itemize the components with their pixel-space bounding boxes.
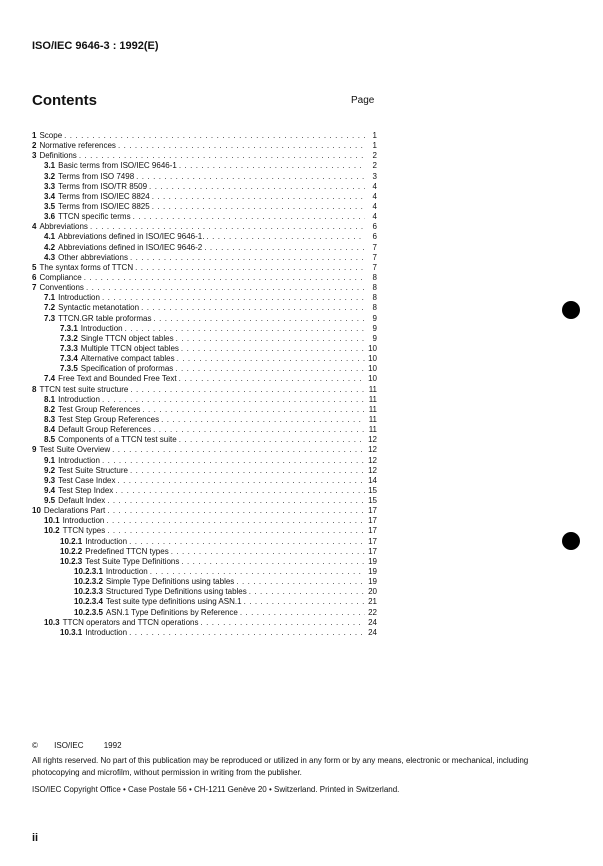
toc-entry-number: 7.3.5 xyxy=(60,364,78,374)
toc-entry-title: Basic terms from ISO/IEC 9646-1 xyxy=(58,161,177,171)
dot-leader xyxy=(133,212,365,222)
dot-leader xyxy=(249,587,365,597)
toc-entry-number: 10.2 xyxy=(44,526,60,536)
toc-entry xyxy=(32,577,377,587)
toc-entry-title: TTCN test suite structure xyxy=(39,384,129,394)
toc-entry-number: 7.3.2 xyxy=(60,333,78,343)
toc-entry-title: Single TTCN object tables xyxy=(80,333,174,343)
dot-leader xyxy=(206,232,365,242)
toc-entry-page: 11 xyxy=(368,414,377,424)
toc-entry-page: 2 xyxy=(372,151,377,161)
dot-leader xyxy=(64,131,365,141)
toc-entry-number: 4 xyxy=(32,222,37,232)
toc-entry-number: 5 xyxy=(32,262,37,272)
copyright-line xyxy=(32,741,122,750)
toc-entry-number: 9.4 xyxy=(44,485,56,495)
toc-entry xyxy=(32,415,377,425)
dot-leader xyxy=(181,557,365,567)
toc-entry-page: 17 xyxy=(368,516,377,526)
toc-entry xyxy=(32,435,377,445)
rights-statement: All rights reserved. No part of this publication may be reproduced or utilized in any form or by any means, electronic or mechanical, including photocopying and microfilm, without permission in writing from the publisher. xyxy=(32,756,529,777)
toc-entry-page: 4 xyxy=(372,181,377,191)
toc-entry-page: 19 xyxy=(368,577,377,587)
dot-leader xyxy=(204,243,365,253)
dot-leader xyxy=(149,182,365,192)
copyright-year: 1992 xyxy=(103,741,122,750)
toc-entry-page: 19 xyxy=(368,556,377,566)
toc-entry-page: 17 xyxy=(368,536,377,546)
toc-entry-number: 7.3.3 xyxy=(60,343,78,353)
toc-entry xyxy=(32,172,377,182)
dot-leader xyxy=(142,405,365,415)
toc-entry-number: 10.2.3.2 xyxy=(74,577,103,587)
toc-entry-number: 8 xyxy=(32,384,37,394)
dot-leader xyxy=(152,202,365,212)
dot-leader xyxy=(179,374,365,384)
toc-entry-title: Normative references xyxy=(39,141,116,151)
toc-entry xyxy=(32,476,377,486)
toc-entry-page: 6 xyxy=(372,222,377,232)
toc-entry-page: 12 xyxy=(368,455,377,465)
toc-entry-page: 3 xyxy=(372,171,377,181)
toc-entry-page: 1 xyxy=(372,131,377,140)
dot-leader xyxy=(102,395,365,405)
toc-entry-page: 20 xyxy=(368,587,377,597)
toc-entry-number: 10.1 xyxy=(44,516,60,526)
toc-entry-number: 10.3 xyxy=(44,617,60,627)
toc-entry xyxy=(32,547,377,557)
toc-entry-page: 11 xyxy=(368,384,377,394)
toc-entry-title: Definitions xyxy=(39,151,77,161)
toc-entry xyxy=(32,597,377,607)
toc-entry xyxy=(32,253,377,263)
toc-entry xyxy=(32,192,377,202)
toc-entry-title: Specification of proformas xyxy=(80,364,174,374)
toc-entry-title: Structured Type Definitions using tables xyxy=(105,587,247,597)
toc-entry-page: 8 xyxy=(372,293,377,303)
toc-entry xyxy=(32,232,377,242)
toc-entry-title: Introduction xyxy=(58,394,100,404)
toc-entry-number: 8.2 xyxy=(44,404,56,414)
toc-entry xyxy=(32,395,377,405)
toc-entry-page: 6 xyxy=(372,232,377,242)
toc-entry-title: Test Suite Overview xyxy=(39,445,111,455)
dot-leader xyxy=(129,537,365,547)
toc-entry-number: 10.2.3.5 xyxy=(74,607,103,617)
toc-entry xyxy=(32,456,377,466)
toc-entry-title: Test Suite Structure xyxy=(58,465,128,475)
toc-entry-page: 8 xyxy=(372,303,377,313)
toc-entry-number: 7 xyxy=(32,283,37,293)
toc-entry-page: 8 xyxy=(372,272,377,282)
toc-entry-title: Syntactic metanotation xyxy=(58,303,140,313)
toc-entry-page: 7 xyxy=(372,252,377,262)
dot-leader xyxy=(177,354,365,364)
copyright-office-address: ISO/IEC Copyright Office • Case Postale 56 • CH-1211 Genève 20 • Switzerland. Printed in Switzerland. xyxy=(32,785,400,794)
toc-entry xyxy=(32,526,377,536)
toc-entry-title: Abbreviations defined in ISO/IEC 9646-1. xyxy=(58,232,205,242)
toc-entry-number: 10.2.3.3 xyxy=(74,587,103,597)
toc-entry-title: Introduction xyxy=(58,455,100,465)
page-column-label: Page xyxy=(351,95,375,106)
toc-entry-number: 3.3 xyxy=(44,181,56,191)
toc-entry-number: 7.2 xyxy=(44,303,56,313)
toc-entry-number: 10.2.1 xyxy=(60,536,83,546)
document-reference: ISO/IEC 9646-3 : 1992(E) xyxy=(32,40,159,52)
dot-leader xyxy=(152,192,365,202)
toc-entry-number: 9.5 xyxy=(44,496,56,506)
toc-entry-title: Test Case Index xyxy=(58,475,116,485)
toc-entry xyxy=(32,618,377,628)
toc-entry-number: 8.5 xyxy=(44,435,56,445)
dot-leader xyxy=(115,486,365,496)
table-of-contents xyxy=(32,131,377,638)
dot-leader xyxy=(129,628,365,638)
toc-entry xyxy=(32,273,377,283)
toc-entry-number: 3.6 xyxy=(44,212,56,222)
toc-entry-page: 19 xyxy=(368,567,377,577)
toc-entry-number: 8.1 xyxy=(44,394,56,404)
dot-leader xyxy=(84,273,365,283)
toc-entry xyxy=(32,496,377,506)
toc-entry-number: 7.1 xyxy=(44,293,56,303)
toc-entry xyxy=(32,466,377,476)
toc-entry-page: 11 xyxy=(368,394,377,404)
toc-entry-title: Simple Type Definitions using tables xyxy=(105,577,235,587)
dot-leader xyxy=(130,253,365,263)
toc-entry-page: 21 xyxy=(368,597,377,607)
toc-entry-page: 15 xyxy=(368,485,377,495)
toc-entry-number: 3.1 xyxy=(44,161,56,171)
toc-entry-title: Test Suite Type Definitions xyxy=(85,556,180,566)
toc-entry-title: Declarations Part xyxy=(43,506,106,516)
toc-entry-title: Terms from ISO/IEC 8824 xyxy=(58,191,150,201)
toc-entry-page: 12 xyxy=(368,445,377,455)
toc-entry xyxy=(32,222,377,232)
toc-entry-title: TTCN types xyxy=(62,526,106,536)
toc-entry-title: Conventions xyxy=(39,283,84,293)
toc-entry-page: 4 xyxy=(372,191,377,201)
toc-entry-page: 17 xyxy=(368,526,377,536)
toc-entry-number: 9 xyxy=(32,445,37,455)
toc-entry-page: 9 xyxy=(372,333,377,343)
toc-entry xyxy=(32,567,377,577)
toc-entry xyxy=(32,405,377,415)
toc-entry-title: Other abbreviations xyxy=(58,252,128,262)
toc-entry-number: 3.5 xyxy=(44,201,56,211)
toc-entry-page: 9 xyxy=(372,313,377,323)
toc-entry xyxy=(32,486,377,496)
toc-entry-number: 7.3.1 xyxy=(60,323,78,333)
toc-entry xyxy=(32,628,377,638)
dot-leader xyxy=(141,303,365,313)
toc-entry-number: 10 xyxy=(32,506,41,516)
toc-entry-title: Test Step Index xyxy=(58,485,114,495)
toc-entry-page: 7 xyxy=(372,262,377,272)
dot-leader xyxy=(161,415,365,425)
toc-entry-title: Default Group References xyxy=(58,425,152,435)
dot-leader xyxy=(176,334,365,344)
toc-entry-number: 10.2.3.1 xyxy=(74,567,103,577)
toc-entry-page: 11 xyxy=(368,404,377,414)
toc-entry xyxy=(32,161,377,171)
dot-leader xyxy=(244,597,365,607)
toc-entry xyxy=(32,141,377,151)
toc-entry xyxy=(32,293,377,303)
toc-entry-title: Test suite type definitions using ASN.1 xyxy=(105,597,242,607)
dot-leader xyxy=(175,364,365,374)
dot-leader xyxy=(136,172,365,182)
dot-leader xyxy=(90,222,365,232)
toc-entry-page: 17 xyxy=(368,546,377,556)
toc-entry-page: 8 xyxy=(372,283,377,293)
toc-entry-number: 1 xyxy=(32,131,37,140)
dot-leader xyxy=(102,456,365,466)
dot-leader xyxy=(130,466,365,476)
toc-entry xyxy=(32,314,377,324)
dot-leader xyxy=(153,425,365,435)
toc-entry-page: 10 xyxy=(368,364,377,374)
toc-entry-title: Components of a TTCN test suite xyxy=(58,435,177,445)
toc-entry-number: 3.4 xyxy=(44,191,56,201)
toc-entry xyxy=(32,506,377,516)
toc-entry xyxy=(32,131,377,141)
dot-leader xyxy=(200,618,365,628)
toc-entry-title: Terms from ISO/IEC 8825 xyxy=(58,201,150,211)
toc-entry xyxy=(32,334,377,344)
toc-entry-number: 6 xyxy=(32,272,37,282)
dot-leader xyxy=(171,547,365,557)
contents-heading: Contents xyxy=(32,92,97,109)
toc-entry-title: ASN.1 Type Definitions by Reference xyxy=(105,607,238,617)
dot-leader xyxy=(107,526,365,536)
dot-leader xyxy=(179,161,365,171)
toc-entry-title: Default Index xyxy=(58,496,106,506)
toc-entry-page: 1 xyxy=(372,141,377,151)
toc-entry-page: 7 xyxy=(372,242,377,252)
toc-entry-number: 9.3 xyxy=(44,475,56,485)
dot-leader xyxy=(118,141,365,151)
toc-entry xyxy=(32,557,377,567)
toc-entry-title: Scope xyxy=(39,131,63,140)
dot-leader xyxy=(153,314,365,324)
toc-entry-page: 2 xyxy=(372,161,377,171)
toc-entry-number: 10.2.3.4 xyxy=(74,597,103,607)
toc-entry-title: Introduction xyxy=(80,323,123,333)
dot-leader xyxy=(181,344,365,354)
dot-leader xyxy=(125,324,365,334)
toc-entry-number: 4.3 xyxy=(44,252,56,262)
punch-hole-mark xyxy=(562,532,580,550)
toc-entry-page: 14 xyxy=(368,475,377,485)
toc-entry xyxy=(32,354,377,364)
toc-entry-page: 15 xyxy=(368,496,377,506)
toc-entry-page: 12 xyxy=(368,465,377,475)
toc-entry xyxy=(32,151,377,161)
toc-entry-title: Terms from ISO 7498 xyxy=(58,171,135,181)
toc-entry-page: 24 xyxy=(368,617,377,627)
toc-entry-title: TTCN specific terms xyxy=(58,212,131,222)
toc-entry-page: 22 xyxy=(368,607,377,617)
dot-leader xyxy=(112,445,365,455)
dot-leader xyxy=(79,151,365,161)
toc-entry-title: Alternative compact tables xyxy=(80,354,175,364)
toc-entry xyxy=(32,425,377,435)
toc-entry-number: 7.3.4 xyxy=(60,354,78,364)
toc-entry-title: Multiple TTCN object tables xyxy=(80,343,179,353)
toc-entry-page: 10 xyxy=(368,354,377,364)
toc-entry xyxy=(32,303,377,313)
toc-entry-page: 12 xyxy=(368,435,377,445)
toc-entry-page: 17 xyxy=(368,506,377,516)
toc-entry xyxy=(32,516,377,526)
toc-entry xyxy=(32,182,377,192)
toc-entry xyxy=(32,385,377,395)
toc-entry-number: 3 xyxy=(32,151,37,161)
toc-entry-number: 7.3 xyxy=(44,313,56,323)
toc-entry-number: 9.2 xyxy=(44,465,56,475)
toc-entry-title: Abbreviations xyxy=(39,222,88,232)
dot-leader xyxy=(107,506,365,516)
copyright-symbol: © xyxy=(32,741,38,750)
toc-entry-number: 8.4 xyxy=(44,425,56,435)
toc-entry-page: 4 xyxy=(372,201,377,211)
toc-entry-number: 7.4 xyxy=(44,374,56,384)
dot-leader xyxy=(236,577,365,587)
toc-entry-title: Introduction xyxy=(62,516,105,526)
dot-leader xyxy=(102,293,365,303)
dot-leader xyxy=(240,608,365,618)
toc-entry-page: 11 xyxy=(368,425,377,435)
toc-entry-title: TTCN.GR table proformas xyxy=(58,313,152,323)
toc-entry xyxy=(32,324,377,334)
dot-leader xyxy=(118,476,366,486)
dot-leader xyxy=(106,516,365,526)
toc-entry-title: Introduction xyxy=(58,293,100,303)
copyright-owner: ISO/IEC xyxy=(54,741,84,750)
toc-entry xyxy=(32,364,377,374)
toc-entry xyxy=(32,283,377,293)
toc-entry xyxy=(32,587,377,597)
toc-entry-number: 8.3 xyxy=(44,414,56,424)
toc-entry xyxy=(32,263,377,273)
dot-leader xyxy=(150,567,365,577)
dot-leader xyxy=(179,435,365,445)
toc-entry xyxy=(32,374,377,384)
toc-entry-number: 4.1 xyxy=(44,232,56,242)
dot-leader xyxy=(107,496,365,506)
toc-entry-number: 10.2.2 xyxy=(60,546,83,556)
toc-entry-page: 4 xyxy=(372,212,377,222)
dot-leader xyxy=(135,263,365,273)
toc-entry-title: Introduction xyxy=(105,567,148,577)
toc-entry-title: Compliance xyxy=(39,272,82,282)
toc-entry-title: TTCN operators and TTCN operations xyxy=(62,617,199,627)
toc-entry-number: 9.1 xyxy=(44,455,56,465)
toc-entry-page: 10 xyxy=(368,343,377,353)
toc-entry xyxy=(32,243,377,253)
dot-leader xyxy=(130,385,365,395)
toc-entry xyxy=(32,537,377,547)
toc-entry-title: Predefined TTCN types xyxy=(85,546,169,556)
toc-entry xyxy=(32,212,377,222)
toc-entry-number: 10.2.3 xyxy=(60,556,83,566)
toc-entry-number: 2 xyxy=(32,141,37,151)
toc-entry-page: 10 xyxy=(368,374,377,384)
toc-entry xyxy=(32,202,377,212)
toc-entry-title: Terms from ISO/TR 8509 xyxy=(58,181,148,191)
toc-entry-title: Abbreviations defined in ISO/IEC 9646-2 xyxy=(58,242,203,252)
toc-entry xyxy=(32,344,377,354)
toc-entry-number: 10.3.1 xyxy=(60,627,83,637)
toc-entry-number: 4.2 xyxy=(44,242,56,252)
toc-entry-page: 9 xyxy=(372,323,377,333)
toc-entry-title: Introduction xyxy=(85,627,128,637)
toc-entry xyxy=(32,445,377,455)
toc-entry-page: 24 xyxy=(368,627,377,637)
toc-entry xyxy=(32,608,377,618)
toc-entry-number: 3.2 xyxy=(44,171,56,181)
toc-entry-title: Free Text and Bounded Free Text xyxy=(58,374,177,384)
punch-hole-mark xyxy=(562,301,580,319)
dot-leader xyxy=(86,283,365,293)
toc-entry-title: Test Step Group References xyxy=(58,414,160,424)
page-number: ii xyxy=(32,832,39,844)
toc-entry-title: Test Group References xyxy=(58,404,141,414)
toc-entry-title: The syntax forms of TTCN xyxy=(39,262,134,272)
toc-entry-title: Introduction xyxy=(85,536,128,546)
